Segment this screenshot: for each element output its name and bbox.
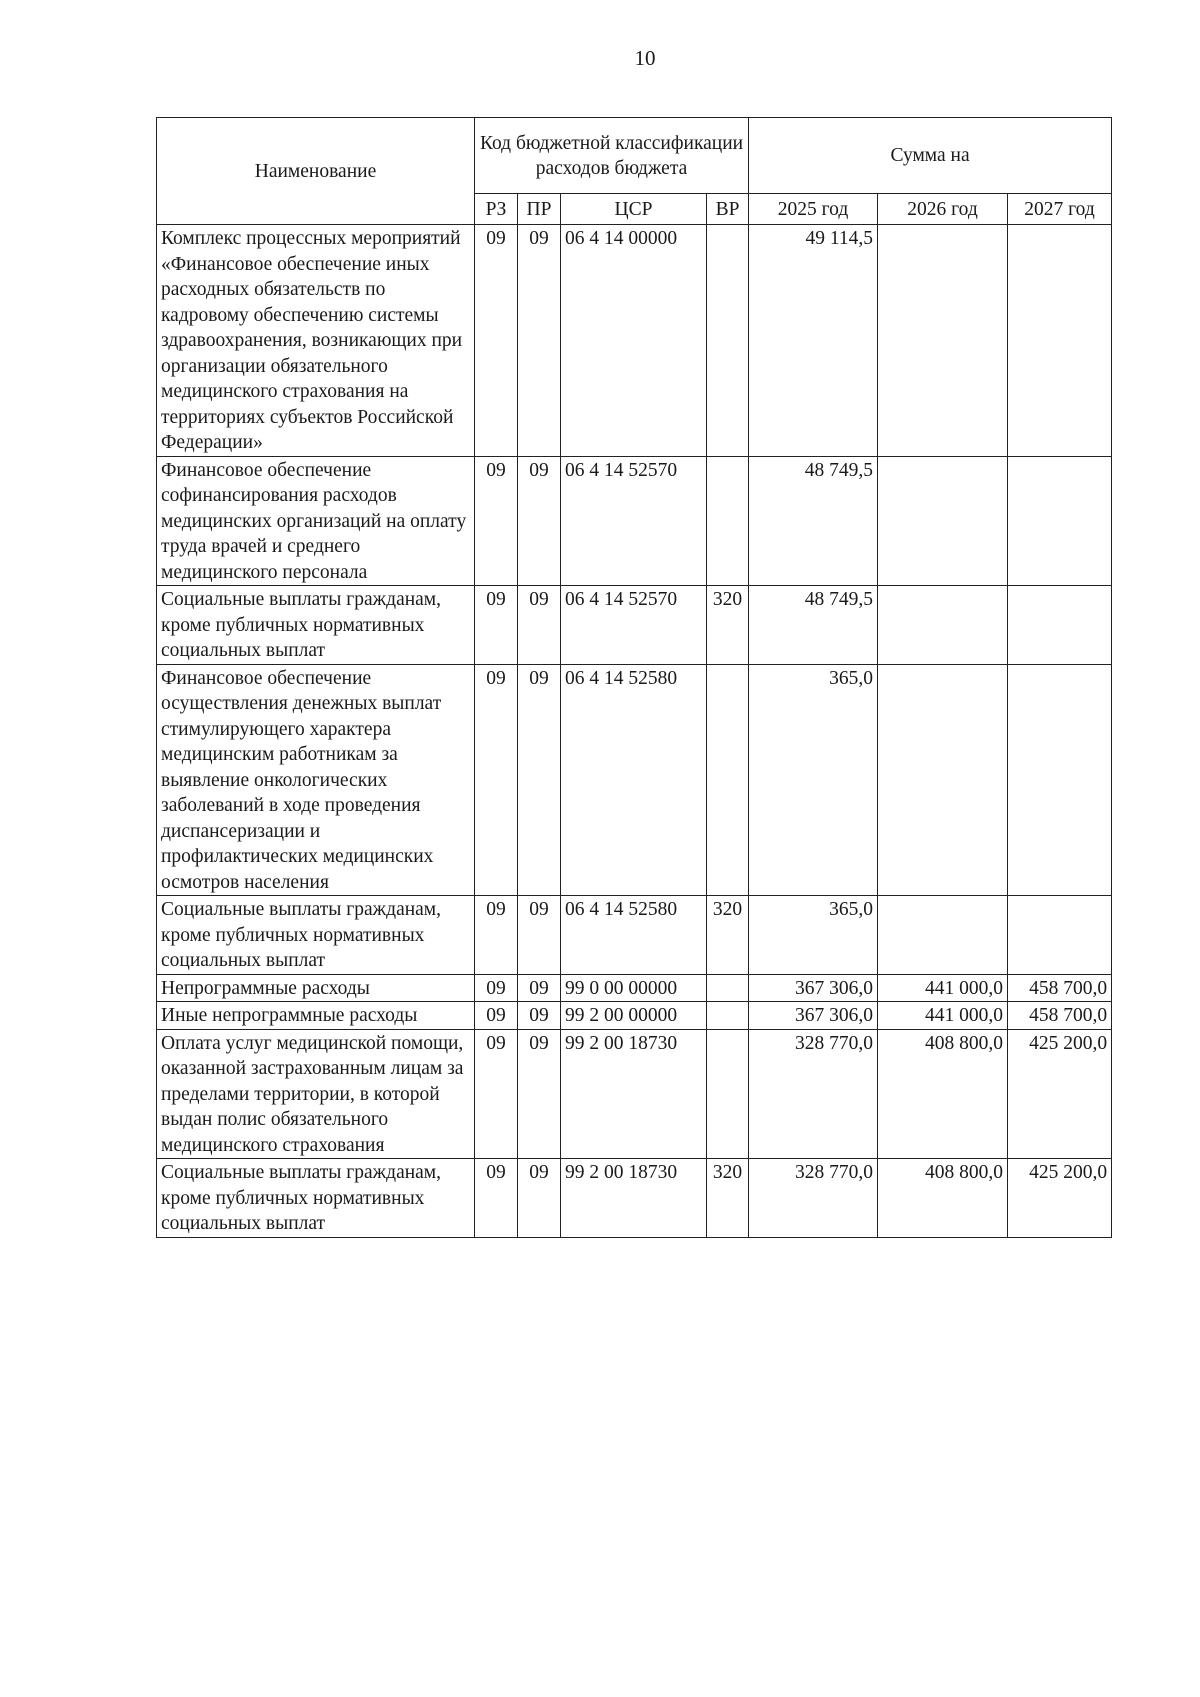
row-2026: 408 800,0 bbox=[878, 1159, 1008, 1238]
row-csr: 06 4 14 00000 bbox=[561, 225, 707, 457]
row-name: Оплата услуг медицинской помощи, оказанной застрахованным лицам за пределами территории, в которой выдан полис обязательного медицинского страхования bbox=[157, 1029, 475, 1159]
row-rz: 09 bbox=[475, 664, 518, 896]
row-vr bbox=[707, 974, 749, 1002]
row-rz: 09 bbox=[475, 896, 518, 975]
row-vr bbox=[707, 1002, 749, 1030]
row-rz: 09 bbox=[475, 586, 518, 665]
row-pr: 09 bbox=[518, 974, 561, 1002]
row-csr: 99 0 00 00000 bbox=[561, 974, 707, 1002]
row-2027 bbox=[1008, 586, 1112, 665]
row-vr bbox=[707, 456, 749, 586]
row-pr: 09 bbox=[518, 1159, 561, 1238]
row-vr bbox=[707, 664, 749, 896]
page-number: 10 bbox=[634, 46, 656, 70]
table-row bbox=[157, 225, 1112, 457]
row-name: Непрограммные расходы bbox=[157, 974, 475, 1002]
row-pr: 09 bbox=[518, 896, 561, 975]
header-csr: ЦСР bbox=[561, 194, 707, 225]
table-row bbox=[157, 456, 1112, 586]
row-rz: 09 bbox=[475, 456, 518, 586]
header-2027: 2027 год bbox=[1008, 194, 1112, 225]
row-rz: 09 bbox=[475, 1159, 518, 1238]
row-pr: 09 bbox=[518, 225, 561, 457]
row-2026 bbox=[878, 586, 1008, 665]
header-sum-group: Сумма на bbox=[749, 118, 1112, 194]
row-2026 bbox=[878, 896, 1008, 975]
table-row bbox=[157, 586, 1112, 665]
row-name: Социальные выплаты гражданам, кроме публичных нормативных социальных выплат bbox=[157, 896, 475, 975]
row-2025: 48 749,5 bbox=[749, 586, 878, 665]
row-2026: 408 800,0 bbox=[878, 1029, 1008, 1159]
row-2027: 425 200,0 bbox=[1008, 1159, 1112, 1238]
row-vr bbox=[707, 1029, 749, 1159]
table-row bbox=[157, 1029, 1112, 1159]
table-body bbox=[157, 225, 1112, 1238]
row-vr: 320 bbox=[707, 1159, 749, 1238]
budget-table bbox=[156, 117, 1112, 1238]
row-name: Социальные выплаты гражданам, кроме публичных нормативных социальных выплат bbox=[157, 1159, 475, 1238]
row-2025: 48 749,5 bbox=[749, 456, 878, 586]
row-pr: 09 bbox=[518, 1002, 561, 1030]
row-2025: 328 770,0 bbox=[749, 1159, 878, 1238]
row-vr: 320 bbox=[707, 896, 749, 975]
row-2027 bbox=[1008, 664, 1112, 896]
row-name: Иные непрограммные расходы bbox=[157, 1002, 475, 1030]
row-csr: 06 4 14 52580 bbox=[561, 664, 707, 896]
row-2027 bbox=[1008, 456, 1112, 586]
row-2026: 441 000,0 bbox=[878, 1002, 1008, 1030]
row-csr: 99 2 00 00000 bbox=[561, 1002, 707, 1030]
row-name: Социальные выплаты гражданам, кроме публичных нормативных социальных выплат bbox=[157, 586, 475, 665]
row-name: Финансовое обеспечение осуществления денежных выплат стимулирующего характера медицинским работникам за выявление онкологических заболеваний в ходе проведения диспансеризации и профилактических медицинских осмотров населения bbox=[157, 664, 475, 896]
row-pr: 09 bbox=[518, 456, 561, 586]
row-vr bbox=[707, 225, 749, 457]
row-name: Комплекс процессных мероприятий «Финансовое обеспечение иных расходных обязательств по кадровому обеспечению системы здравоохранения, возникающих при организации обязательного медицинского страхования на территориях субъектов Российской Федерации» bbox=[157, 225, 475, 457]
row-2025: 367 306,0 bbox=[749, 1002, 878, 1030]
header-pr: ПР bbox=[518, 194, 561, 225]
row-name: Финансовое обеспечение софинансирования расходов медицинских организаций на оплату труда врачей и среднего медицинского персонала bbox=[157, 456, 475, 586]
row-2025: 365,0 bbox=[749, 664, 878, 896]
row-2025: 367 306,0 bbox=[749, 974, 878, 1002]
header-vr: ВР bbox=[707, 194, 749, 225]
table-row bbox=[157, 896, 1112, 975]
header-2026: 2026 год bbox=[878, 194, 1008, 225]
header-code-group: Код бюджетной классификации расходов бюджета bbox=[475, 118, 749, 194]
row-2025: 365,0 bbox=[749, 896, 878, 975]
row-rz: 09 bbox=[475, 1029, 518, 1159]
header-name: Наименование bbox=[157, 118, 475, 225]
row-csr: 06 4 14 52580 bbox=[561, 896, 707, 975]
row-csr: 99 2 00 18730 bbox=[561, 1159, 707, 1238]
row-pr: 09 bbox=[518, 664, 561, 896]
row-rz: 09 bbox=[475, 225, 518, 457]
row-csr: 99 2 00 18730 bbox=[561, 1029, 707, 1159]
row-pr: 09 bbox=[518, 1029, 561, 1159]
row-2026 bbox=[878, 664, 1008, 896]
header-2025: 2025 год bbox=[749, 194, 878, 225]
table-row bbox=[157, 974, 1112, 1002]
row-vr: 320 bbox=[707, 586, 749, 665]
row-2027: 425 200,0 bbox=[1008, 1029, 1112, 1159]
row-2027 bbox=[1008, 225, 1112, 457]
row-csr: 06 4 14 52570 bbox=[561, 586, 707, 665]
row-csr: 06 4 14 52570 bbox=[561, 456, 707, 586]
table-header bbox=[157, 118, 1112, 225]
table-row bbox=[157, 664, 1112, 896]
row-2025: 328 770,0 bbox=[749, 1029, 878, 1159]
row-2026 bbox=[878, 225, 1008, 457]
header-rz: РЗ bbox=[475, 194, 518, 225]
row-2026 bbox=[878, 456, 1008, 586]
row-rz: 09 bbox=[475, 974, 518, 1002]
row-2025: 49 114,5 bbox=[749, 225, 878, 457]
row-rz: 09 bbox=[475, 1002, 518, 1030]
row-2026: 441 000,0 bbox=[878, 974, 1008, 1002]
row-2027 bbox=[1008, 896, 1112, 975]
row-pr: 09 bbox=[518, 586, 561, 665]
row-2027: 458 700,0 bbox=[1008, 974, 1112, 1002]
table-row bbox=[157, 1002, 1112, 1030]
table-row bbox=[157, 1159, 1112, 1238]
row-2027: 458 700,0 bbox=[1008, 1002, 1112, 1030]
